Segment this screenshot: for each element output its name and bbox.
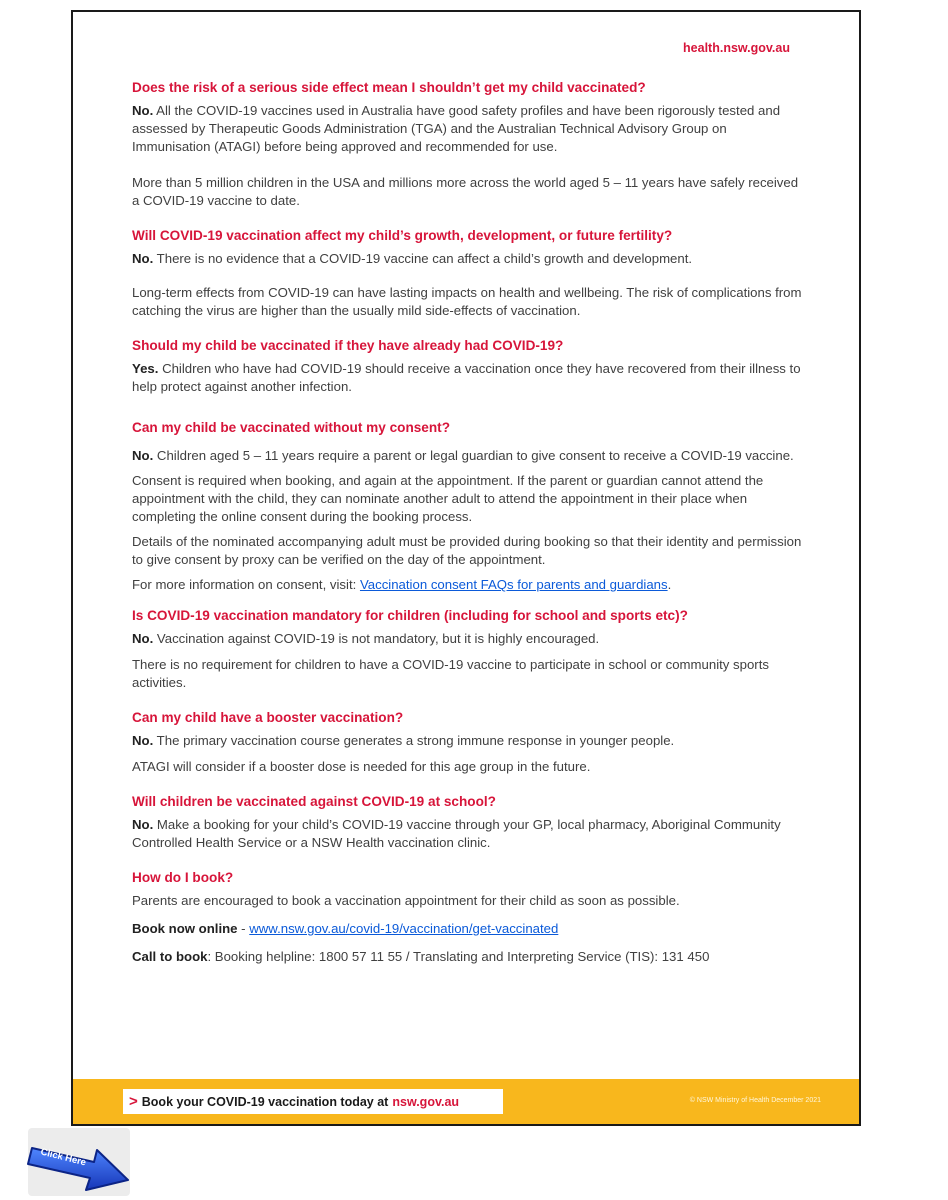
question-heading: Can my child have a booster vaccination? [132,710,404,725]
answer-lead: No. [132,733,154,748]
answer-paragraph [132,447,802,465]
answer-paragraph: ATAGI will consider if a booster dose is needed for this age group in the future. [132,759,591,774]
click-here-button[interactable] [24,1126,134,1198]
answer-text-end: . [667,577,672,592]
answer-paragraph [132,250,802,268]
answer-text: : Booking helpline: 1800 57 11 55 / Translating and Interpreting Service (TIS): 131 450 [207,949,710,964]
click-here-label: Click Here [39,1146,88,1169]
question-heading: How do I book? [132,870,234,885]
answer-lead: No. [132,448,154,463]
answer-lead: Yes. [132,361,159,376]
answer-paragraph: Parents are encouraged to book a vaccination appointment for their child as soon as possible. [132,893,680,908]
answer-paragraph: Long-term effects from COVID-19 can have lasting impacts on health and wellbeing. The risk of complications from catching the virus are higher than the usually mild side-effects of vaccination. [132,285,802,318]
answer-text: All the COVID-19 vaccines used in Australia have good safety profiles and have been rigorously tested and assessed by Therapeutic Goods Administration (TGA) and the Australian Technical Advisory Group on Immunisation (ATAGI) before being approved and recommended for use. [132,103,781,154]
answer-paragraph: More than 5 million children in the USA and millions more across the world aged 5 – 11 years have safely received a COVID-19 vaccine to date. [132,175,799,208]
answer-text: There is no evidence that a COVID-19 vaccine can affect a child’s growth and development. [153,251,693,266]
answer-text: Children aged 5 – 11 years require a parent or legal guardian to give consent to receive a COVID-19 vaccine. [153,448,794,463]
call-to-book-line [132,948,802,966]
answer-text: - [237,921,250,936]
answer-lead: No. [132,103,154,118]
answer-paragraph [132,816,802,852]
answer-paragraph: There is no requirement for children to have a COVID-19 vaccine to participate in school or community sports activities. [132,657,769,690]
answer-paragraph [132,102,802,156]
question-heading: Does the risk of a serious side effect mean I shouldn’t get my child vaccinated? [132,80,646,95]
answer-paragraph [132,576,802,594]
answer-paragraph: Details of the nominated accompanying adult must be provided during booking so that their identity and permission to give consent by proxy can be verified on the day of the appointment. [132,534,802,567]
answer-lead: Book now online [132,921,238,936]
answer-text: The primary vaccination course generates a strong immune response in younger people. [153,733,675,748]
site-url: health.nsw.gov.au [683,41,790,55]
question-heading: Is COVID-19 vaccination mandatory for children (including for school and sports etc)? [132,608,688,623]
answer-paragraph [132,630,802,648]
answer-text: Vaccination against COVID-19 is not mandatory, but it is highly encouraged. [153,631,600,646]
booking-cta[interactable] [123,1089,503,1114]
answer-lead: Call to book [132,949,208,964]
answer-paragraph: Consent is required when booking, and again at the appointment. If the parent or guardian cannot attend the appointment with the child, they can nominate another adult to attend the appointment in their place when completing the online consent during the booking process. [132,473,764,524]
answer-lead: No. [132,631,154,646]
book-online-line [132,920,802,938]
copyright-notice: © NSW Ministry of Health December 2021 [689,1097,821,1104]
document-page [71,10,861,1126]
faq-content [132,78,802,966]
question-heading: Can my child be vaccinated without my consent? [132,420,451,435]
question-heading: Should my child be vaccinated if they have already had COVID-19? [132,338,564,353]
answer-text: Make a booking for your child’s COVID-19 vaccine through your GP, local pharmacy, Aboriginal Community Controlled Health Service or a NSW Health vaccination clinic. [132,817,781,850]
answer-lead: No. [132,817,154,832]
get-vaccinated-link[interactable]: www.nsw.gov.au/covid-19/vaccination/get-vaccinated [249,921,559,936]
answer-paragraph [132,360,802,396]
cta-text: Book your COVID-19 vaccination today at [141,1094,389,1109]
answer-paragraph [132,732,802,750]
question-heading: Will COVID-19 vaccination affect my child’s growth, development, or future fertility? [132,228,673,243]
chevron-right-icon: > [129,1093,138,1110]
cta-link[interactable]: nsw.gov.au [392,1094,460,1109]
question-heading: Will children be vaccinated against COVID-19 at school? [132,794,496,809]
consent-faq-link[interactable]: Vaccination consent FAQs for parents and guardians [359,577,668,592]
answer-text: For more information on consent, visit: [132,577,360,592]
answer-lead: No. [132,251,154,266]
answer-text: Children who have had COVID-19 should receive a vaccination once they have recovered from their illness to help protect against another infection. [132,361,801,394]
footer-banner [73,1079,859,1124]
